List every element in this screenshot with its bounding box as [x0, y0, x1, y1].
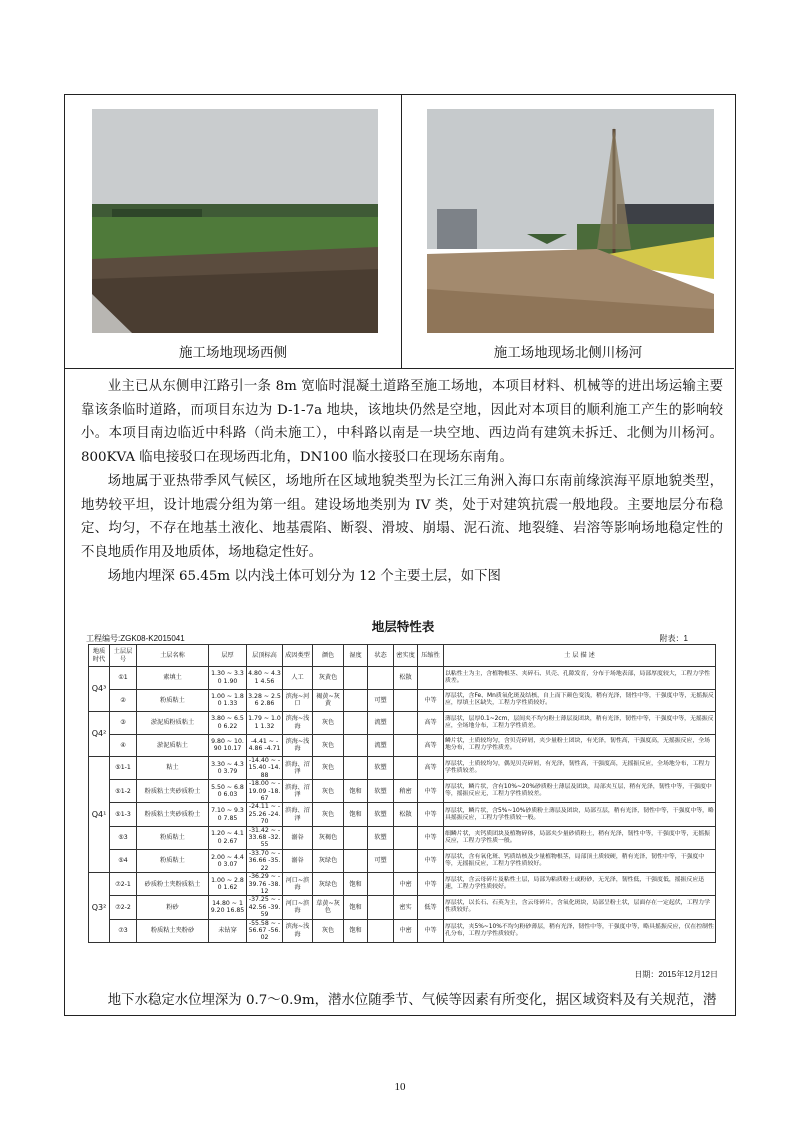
table-cell-desc: 厚层状，鳞片状，含有10%~20%砂质粉土薄层及团块，局部夹互层，稍有光泽，韧性中等，干强度中等，摇振反应无，工程力学性质较差。 [444, 780, 716, 803]
table-cell-thick: 1.00 ~ 1.80 1.33 [209, 689, 247, 712]
table-row [89, 873, 716, 896]
table-cell-no: ③ [110, 712, 137, 735]
table-cell-top: -55.58 ~ -56.67 -56.02 [247, 919, 283, 942]
table-cell-comp: 高等 [418, 712, 444, 735]
table-cell-comp: 中等 [418, 689, 444, 712]
table-cell-thick: 1.00 ~ 2.80 1.62 [209, 873, 247, 896]
table-header-cell: 层厚 [209, 645, 247, 667]
table-cell-thick: 9.80 ~ 10.90 10.17 [209, 734, 247, 757]
table-cell-no: ⑤4 [110, 849, 137, 872]
table-header-cell: 土 层 描 述 [444, 645, 716, 667]
table-cell-origin: 滨海、沼泽 [283, 780, 313, 803]
table-cell-thick: 未钻穿 [209, 919, 247, 942]
geologic-era-cell: Q3² [89, 873, 110, 943]
table-cell-name: 粉砂 [137, 896, 209, 919]
table-row [89, 919, 716, 942]
table-header-cell: 土层层号 [110, 645, 137, 667]
table-cell-state [368, 919, 394, 942]
table-header-cell: 压缩性 [418, 645, 444, 667]
table-cell-dense: 稍密 [394, 780, 418, 803]
table-cell-no: ⑤1-2 [110, 780, 137, 803]
table-cell-origin: 溺谷 [283, 826, 313, 849]
table-cell-origin: 滨海~浅海 [283, 712, 313, 735]
table-cell-state: 软塑 [368, 780, 394, 803]
table-cell-origin: 滨海~浅海 [283, 734, 313, 757]
table-cell-humid [344, 849, 368, 872]
table-cell-state: 可塑 [368, 689, 394, 712]
table-cell-comp [418, 667, 444, 690]
site-photo-north [427, 109, 714, 333]
table-cell-no: ② [110, 689, 137, 712]
table-cell-humid [344, 757, 368, 780]
geologic-era-cell: Q4² [89, 712, 110, 757]
content-frame [64, 94, 736, 1016]
table-cell-humid: 饱和 [344, 780, 368, 803]
table-row [89, 896, 716, 919]
page-number: 10 [394, 1081, 406, 1093]
table-cell-desc: 鳞片状，土质较均匀，含贝壳碎屑，夹少量粉土团块，有光泽，韧性高，干强度高，无摇振反应，全场地分布，工程力学性质差。 [444, 734, 716, 757]
table-header-cell: 土层名称 [137, 645, 209, 667]
table-cell-no: ⑤3 [110, 826, 137, 849]
table-cell-name: 粉质粘土夹砂质粉土 [137, 803, 209, 826]
photo-cell-north [402, 95, 734, 368]
paragraph-3: 场地内埋深 65.45m 以内浅土体可划分为 12 个主要土层，如下图 [107, 568, 501, 584]
table-row [89, 803, 716, 826]
table-row [89, 667, 716, 690]
table-cell-state: 可塑 [368, 849, 394, 872]
table-cell-no: ④ [110, 734, 137, 757]
table-cell-color: 草黄~灰色 [313, 896, 344, 919]
table-cell-humid: 饱和 [344, 919, 368, 942]
table-cell-name: 淤泥质粘土 [137, 734, 209, 757]
table-cell-color: 灰绿色 [313, 873, 344, 896]
table-cell-dense: 松散 [394, 667, 418, 690]
table-cell-humid [344, 667, 368, 690]
table-date: 日期：2015年12月12日 [634, 970, 718, 979]
table-cell-desc: 厚层状，夹5%~10%不均匀粉砂薄层，稍有光泽，韧性中等，干强度中等，略具摇振反应，仅在控制性孔分布，工程力学性质较好。 [444, 919, 716, 942]
attachment-label: 附表：1 [659, 634, 688, 643]
table-cell-comp: 中等 [418, 780, 444, 803]
table-cell-no: ⑤1-3 [110, 803, 137, 826]
table-cell-dense [394, 757, 418, 780]
table-meta [86, 633, 720, 644]
table-cell-dense [394, 826, 418, 849]
table-cell-desc: 薄层状，层厚0.1~2cm，层间夹不均匀粉土薄层及团块，稍有光泽，韧性中等，干强度中等，无摇振反应，全场地分布，工程力学性质差。 [444, 712, 716, 735]
table-cell-dense [394, 734, 418, 757]
table-row [89, 689, 716, 712]
table-cell-color: 灰绿色 [313, 849, 344, 872]
table-cell-top: -18.00 ~ -19.09 -18.67 [247, 780, 283, 803]
table-cell-name: 粉质粘土 [137, 826, 209, 849]
geologic-era-cell: Q4¹ [89, 757, 110, 873]
table-cell-top: 4.80 ~ 4.31 4.56 [247, 667, 283, 690]
table-cell-name: 砂质粉土夹粉质粘土 [137, 873, 209, 896]
table-cell-name: 淤泥质粉质粘土 [137, 712, 209, 735]
table-cell-name: 粉质粘土夹粉砂 [137, 919, 209, 942]
table-cell-thick: 2.00 ~ 4.40 3.07 [209, 849, 247, 872]
table-cell-no: ⑦2-1 [110, 873, 137, 896]
table-cell-humid: 饱和 [344, 873, 368, 896]
table-cell-state: 软塑 [368, 757, 394, 780]
table-cell-origin: 溺谷 [283, 849, 313, 872]
geologic-era-cell: Q4³ [89, 667, 110, 712]
table-cell-humid [344, 712, 368, 735]
table-cell-thick: 14.80 ~ 19.20 16.85 [209, 896, 247, 919]
table-cell-comp: 中等 [418, 849, 444, 872]
table-row [89, 826, 716, 849]
table-cell-state: 软塑 [368, 826, 394, 849]
table-cell-state [368, 873, 394, 896]
table-cell-thick: 3.80 ~ 6.50 6.22 [209, 712, 247, 735]
table-cell-comp: 高等 [418, 757, 444, 780]
table-cell-no: ①1 [110, 667, 137, 690]
table-header-cell: 地质时代 [89, 645, 110, 667]
table-cell-top: 3.28 ~ 2.56 2.86 [247, 689, 283, 712]
table-cell-comp: 中等 [418, 919, 444, 942]
table-cell-top: -33.70 ~ -36.66 -35.22 [247, 849, 283, 872]
table-cell-dense: 中密 [394, 919, 418, 942]
table-cell-desc: 厚层状，鳞片状，含5%~10%砂质粉土薄层及团块，局部互层，稍有光泽，韧性中等，干强度中等，略具摇振反应，工程力学性质较一般。 [444, 803, 716, 826]
table-cell-thick: 7.10 ~ 9.30 7.85 [209, 803, 247, 826]
table-cell-comp: 中等 [418, 826, 444, 849]
table-cell-top: -37.25 ~ -42.56 -39.59 [247, 896, 283, 919]
table-row [89, 849, 716, 872]
table-cell-desc: 以粘性土为主，含植物根茎、夹碎石、贝壳、孔隙发育，分布于场地表部，局部厚度较大，工程力学性质差。 [444, 667, 716, 690]
table-cell-desc: 厚层状，土质较均匀，偶见贝壳碎屑，有光泽，韧性高，干强度高，无摇振反应，全场地分布，工程力学性质较差。 [444, 757, 716, 780]
table-row [89, 757, 716, 780]
table-cell-no: ⑦2-2 [110, 896, 137, 919]
table-cell-name: 粉质粘土夹砂质粉土 [137, 780, 209, 803]
table-body [89, 667, 716, 943]
table-cell-name: 粉质粘土 [137, 689, 209, 712]
table-cell-dense: 密实 [394, 896, 418, 919]
table-row [89, 712, 716, 735]
paragraph-1: 业主已从东侧申江路引一条 8m 宽临时混凝土道路至施工场地，本项目材料、机械等的进出场运输主要靠该条临时道路，而项目东边为 D-1-7a 地块，该地块仍然是空地，因此对本项目的顺利施工产生的影响较小。本项目南边临近中科路（尚未施工），中科路以南是一块空地、西边尚有建筑未拆迁、北侧为川杨河。800KVA 临电接驳口在现场西北角，DN100 临水接驳口在现场东南角。 [81, 379, 723, 466]
table-cell-origin: 滨海~河口 [283, 689, 313, 712]
table-cell-desc: 厚层状，含Fe、Mn质氧化斑及结核，自上而下颜色变浅，稍有光泽，韧性中等，干强度中等，无摇振反应，厚填土区缺失，工程力学性质较好。 [444, 689, 716, 712]
table-cell-desc: 厚层状，含有氧化斑、钙质结核及少量植物根茎，局部顶土质较硬，稍有光泽，韧性中等，干强度中等，无摇振反应，工程力学性质较好。 [444, 849, 716, 872]
table-cell-origin: 滨海、沼泽 [283, 803, 313, 826]
photo-caption-west: 施工场地现场西侧 [179, 345, 287, 360]
table-cell-top: -24.11 ~ -25.26 -24.70 [247, 803, 283, 826]
table-cell-color: 褐黄~灰黄 [313, 689, 344, 712]
table-cell-origin: 河口~滨海 [283, 873, 313, 896]
table-cell-humid: 饱和 [344, 803, 368, 826]
table-cell-color: 灰黄色 [313, 667, 344, 690]
table-cell-humid [344, 689, 368, 712]
table-cell-origin: 人工 [283, 667, 313, 690]
table-cell-color: 灰色 [313, 919, 344, 942]
table-cell-humid: 饱和 [344, 896, 368, 919]
photo-row [65, 95, 734, 369]
table-cell-comp: 中等 [418, 873, 444, 896]
table-cell-desc: 厚层状，以长石、石英为主，含云母碎片，含氧化斑块，局部呈粉土状，层面存在一定起伏，工程力学性质较好。 [444, 896, 716, 919]
table-row [89, 780, 716, 803]
table-cell-state: 流塑 [368, 712, 394, 735]
table-header-row [89, 645, 716, 667]
table-header-cell: 颜色 [313, 645, 344, 667]
paragraph-2: 场地属于亚热带季风气候区，场地所在区域地貌类型为长江三角洲入海口东南前缘滨海平原地貌类型，地势较平坦，设计地震分组为第一组。建设场地类别为 IV 类，处于对建筑抗震一般地段。主要地层分布稳定、均匀，不存在地基土液化、地基震陷、断裂、滑坡、崩塌、泥石流、地裂缝、岩溶等影响场地稳定性的不良地质作用及地质体，场地稳定性好。 [81, 473, 723, 560]
table-header-cell: 密实度 [394, 645, 418, 667]
table-cell-no: ⑦3 [110, 919, 137, 942]
table-cell-top: -14.40 ~ -15.40 -14.88 [247, 757, 283, 780]
table-cell-color: 灰色 [313, 757, 344, 780]
table-cell-dense: 中密 [394, 873, 418, 896]
table-cell-top: 1.79 ~ 1.01 1.32 [247, 712, 283, 735]
table-cell-thick: 3.30 ~ 4.30 3.79 [209, 757, 247, 780]
table-cell-thick: 1.30 ~ 3.30 1.90 [209, 667, 247, 690]
table-cell-comp: 中等 [418, 803, 444, 826]
photo-cell-west [65, 95, 402, 368]
table-cell-color: 灰色 [313, 712, 344, 735]
table-cell-state [368, 667, 394, 690]
table-cell-top: -31.42 ~ -33.68 -32.55 [247, 826, 283, 849]
table-cell-name: 粉质粘土 [137, 849, 209, 872]
table-header-cell: 状态 [368, 645, 394, 667]
table-cell-thick: 5.50 ~ 6.80 6.03 [209, 780, 247, 803]
site-photo-west [92, 109, 378, 333]
photo-caption-north: 施工场地现场北侧川杨河 [493, 345, 643, 360]
table-cell-dense [394, 689, 418, 712]
table-cell-comp: 高等 [418, 734, 444, 757]
table-cell-humid [344, 826, 368, 849]
table-cell-desc: 厚层状，含云母碎片及粘性土层，局部为粘质粉土或粉砂，无光泽，韧性低，干强度低，摇振反应迅速，工程力学性质较好。 [444, 873, 716, 896]
table-cell-top: -36.29 ~ -39.76 -38.12 [247, 873, 283, 896]
table-header-cell: 湿度 [344, 645, 368, 667]
project-number: 工程编号:ZGK08-K2015041 [86, 634, 185, 643]
table-cell-dense: 松散 [394, 803, 418, 826]
table-cell-state: 软塑 [368, 803, 394, 826]
table-cell-comp: 低等 [418, 896, 444, 919]
table-cell-color: 灰褐色 [313, 826, 344, 849]
table-title: 地层特性表 [371, 620, 435, 634]
table-cell-state [368, 896, 394, 919]
table-row [89, 734, 716, 757]
table-cell-name: 素填土 [137, 667, 209, 690]
soil-table-figure [86, 617, 720, 987]
table-cell-origin: 滨海、沼泽 [283, 757, 313, 780]
table-cell-dense [394, 712, 418, 735]
groundwater-text: 地下水稳定水位埋深为 0.7～0.9m，潜水位随季节、气候等因素有所变化，据区域资料及有关规范，潜 [107, 993, 717, 1008]
table-cell-origin: 滨海~浅海 [283, 919, 313, 942]
table-cell-color: 灰色 [313, 780, 344, 803]
table-header-cell: 成因类型 [283, 645, 313, 667]
table-cell-thick: 1.20 ~ 4.10 2.67 [209, 826, 247, 849]
table-cell-origin: 河口~滨海 [283, 896, 313, 919]
table-cell-dense [394, 849, 418, 872]
body-text [81, 375, 723, 588]
table-cell-top: -4.41 ~ -4.86 -4.71 [247, 734, 283, 757]
table-cell-color: 灰色 [313, 803, 344, 826]
table-cell-name: 粘土 [137, 757, 209, 780]
table-cell-desc: 细鳞片状，夹钙质团块及植物碎体，局部夹少量砂质粉土，稍有光泽，韧性中等，干强度中等，无摇振反应，工程力学性质一般。 [444, 826, 716, 849]
soil-characteristics-table [88, 644, 716, 943]
table-cell-color: 灰色 [313, 734, 344, 757]
table-cell-humid [344, 734, 368, 757]
table-header-cell: 层顶标高 [247, 645, 283, 667]
table-cell-no: ⑤1-1 [110, 757, 137, 780]
table-cell-state: 流塑 [368, 734, 394, 757]
